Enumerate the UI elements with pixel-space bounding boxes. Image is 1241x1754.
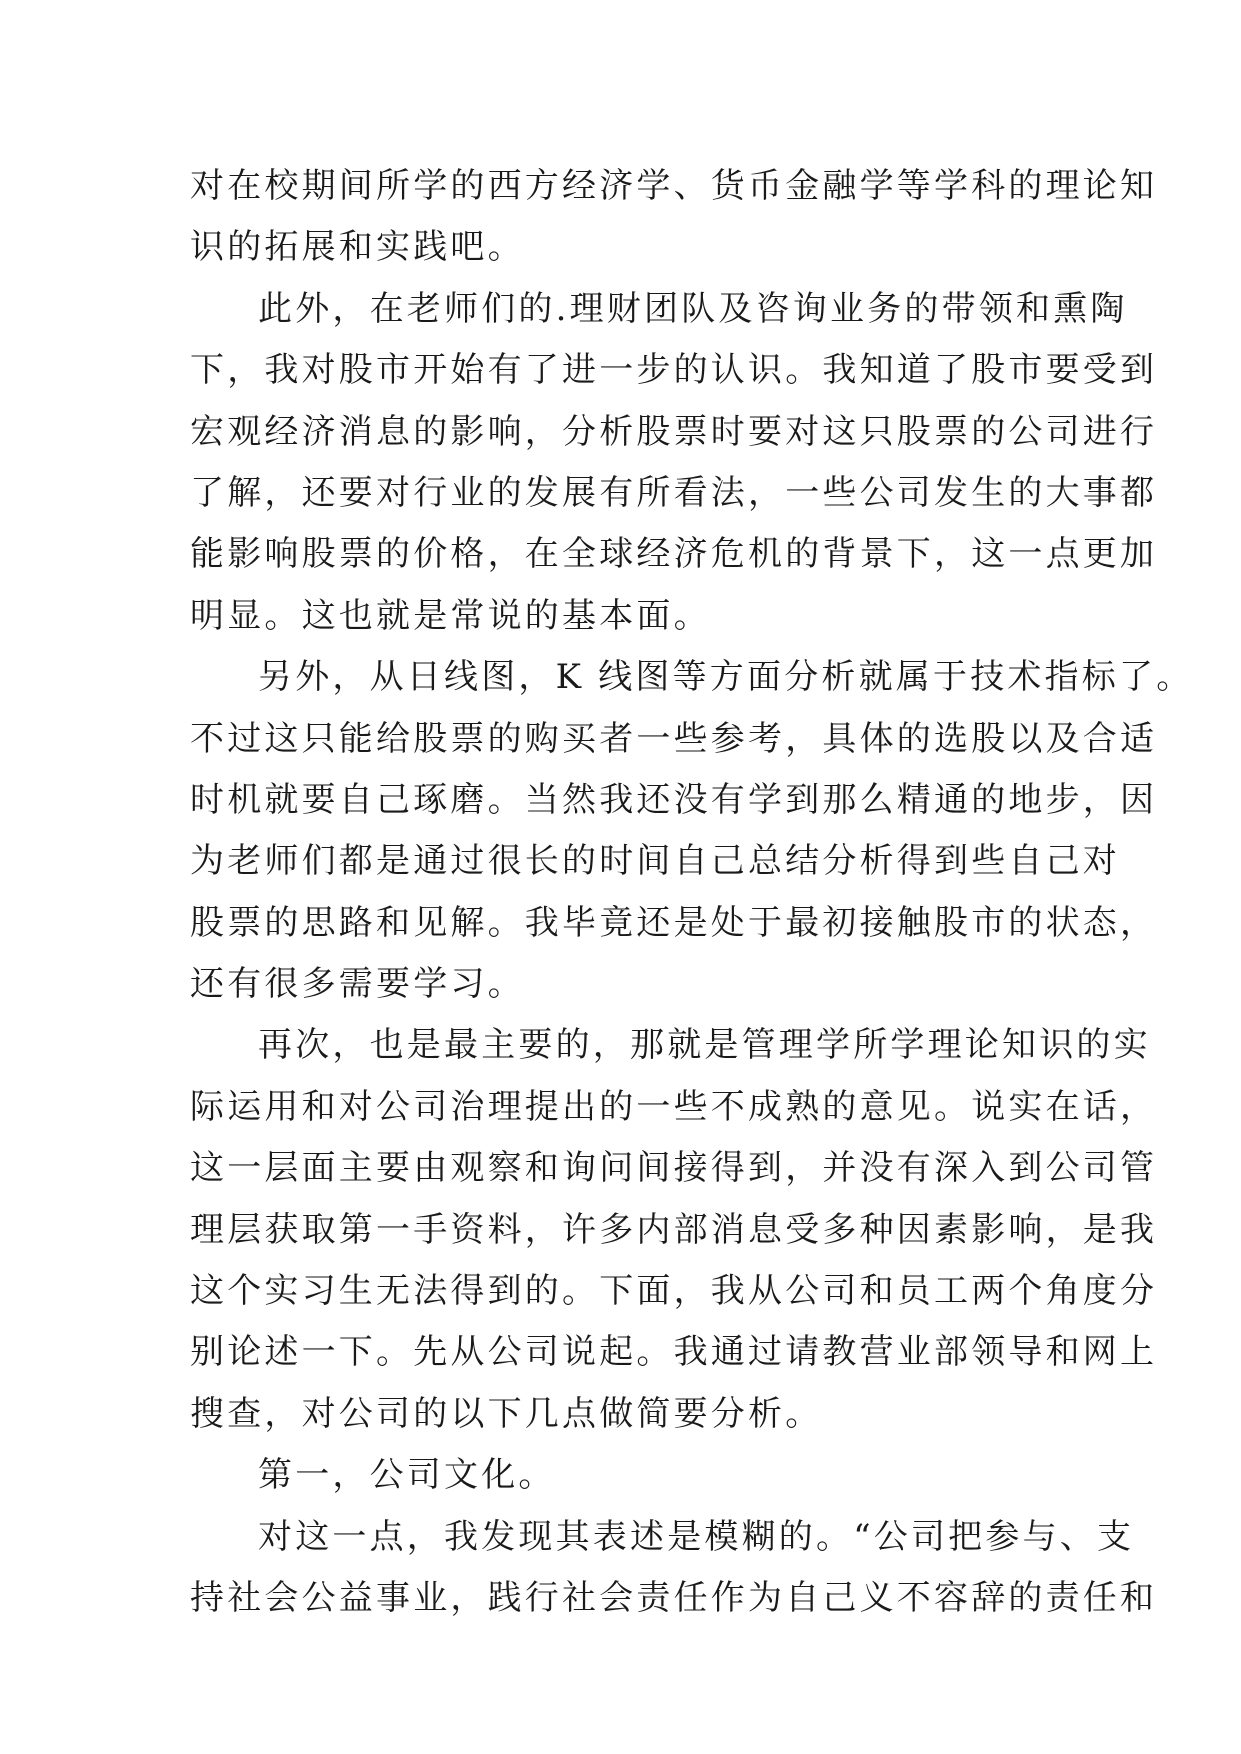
body-text [190, 156, 1194, 1629]
text-line: 际运用和对公司治理提出的一些不成熟的意见。说实在话， [190, 1086, 1158, 1127]
text-line: 别论述一下。先从公司说起。我通过请教营业部领导和网上 [190, 1332, 1158, 1373]
text-line: 明显。这也就是常说的基本面。 [190, 595, 711, 636]
text-line: 搜查，对公司的以下几点做简要分析。 [190, 1393, 823, 1434]
text-line: 识的拓展和实践吧。 [190, 227, 525, 268]
text-line: 这个实习生无法得到的。下面，我从公司和员工两个角度分 [190, 1271, 1158, 1312]
paragraph-start-line: 对这一点，我发现其表述是模糊的。“公司把参与、支 [258, 1516, 1135, 1557]
text-line: 持社会公益事业，践行社会责任作为自己义不容辞的责任和 [190, 1577, 1158, 1618]
text-line: 了解，还要对行业的发展有所看法，一些公司发生的大事都 [190, 472, 1158, 513]
text-line: 时机就要自己琢磨。当然我还没有学到那么精通的地步，因 [190, 779, 1158, 820]
text-line: 不过这只能给股票的购买者一些参考，具体的选股以及合适 [190, 718, 1158, 759]
section-heading-line: 第一，公司文化。 [258, 1455, 556, 1496]
text-line: 理层获取第一手资料，许多内部消息受多种因素影响，是我 [190, 1209, 1158, 1250]
paragraph-start-line: 再次，也是最主要的，那就是管理学所学理论知识的实 [258, 1025, 1151, 1066]
text-line: 股票的思路和见解。我毕竟还是处于最初接触股市的状态， [190, 902, 1158, 943]
text-line: 这一层面主要由观察和询问间接得到，并没有深入到公司管 [190, 1148, 1158, 1189]
text-line: 对在校期间所学的西方经济学、货币金融学等学科的理论知 [190, 166, 1158, 206]
text-line: 下，我对股市开始有了进一步的认识。我知道了股市要受到 [190, 350, 1158, 391]
paragraph-start-line: 此外，在老师们的.理财团队及咨询业务的带领和熏陶 [258, 288, 1128, 329]
text-line: 宏观经济消息的影响，分析股票时要对这只股票的公司进行 [190, 411, 1158, 452]
text-line: 能影响股票的价格，在全球经济危机的背景下，这一点更加 [190, 534, 1158, 575]
paragraph-start-line: 另外，从日线图，K 线图等方面分析就属于技术指标了。 [258, 657, 1194, 698]
text-line: 还有很多需要学习。 [190, 964, 525, 1005]
text-line: 为老师们都是通过很长的时间自己总结分析得到些自己对 [190, 841, 1120, 882]
